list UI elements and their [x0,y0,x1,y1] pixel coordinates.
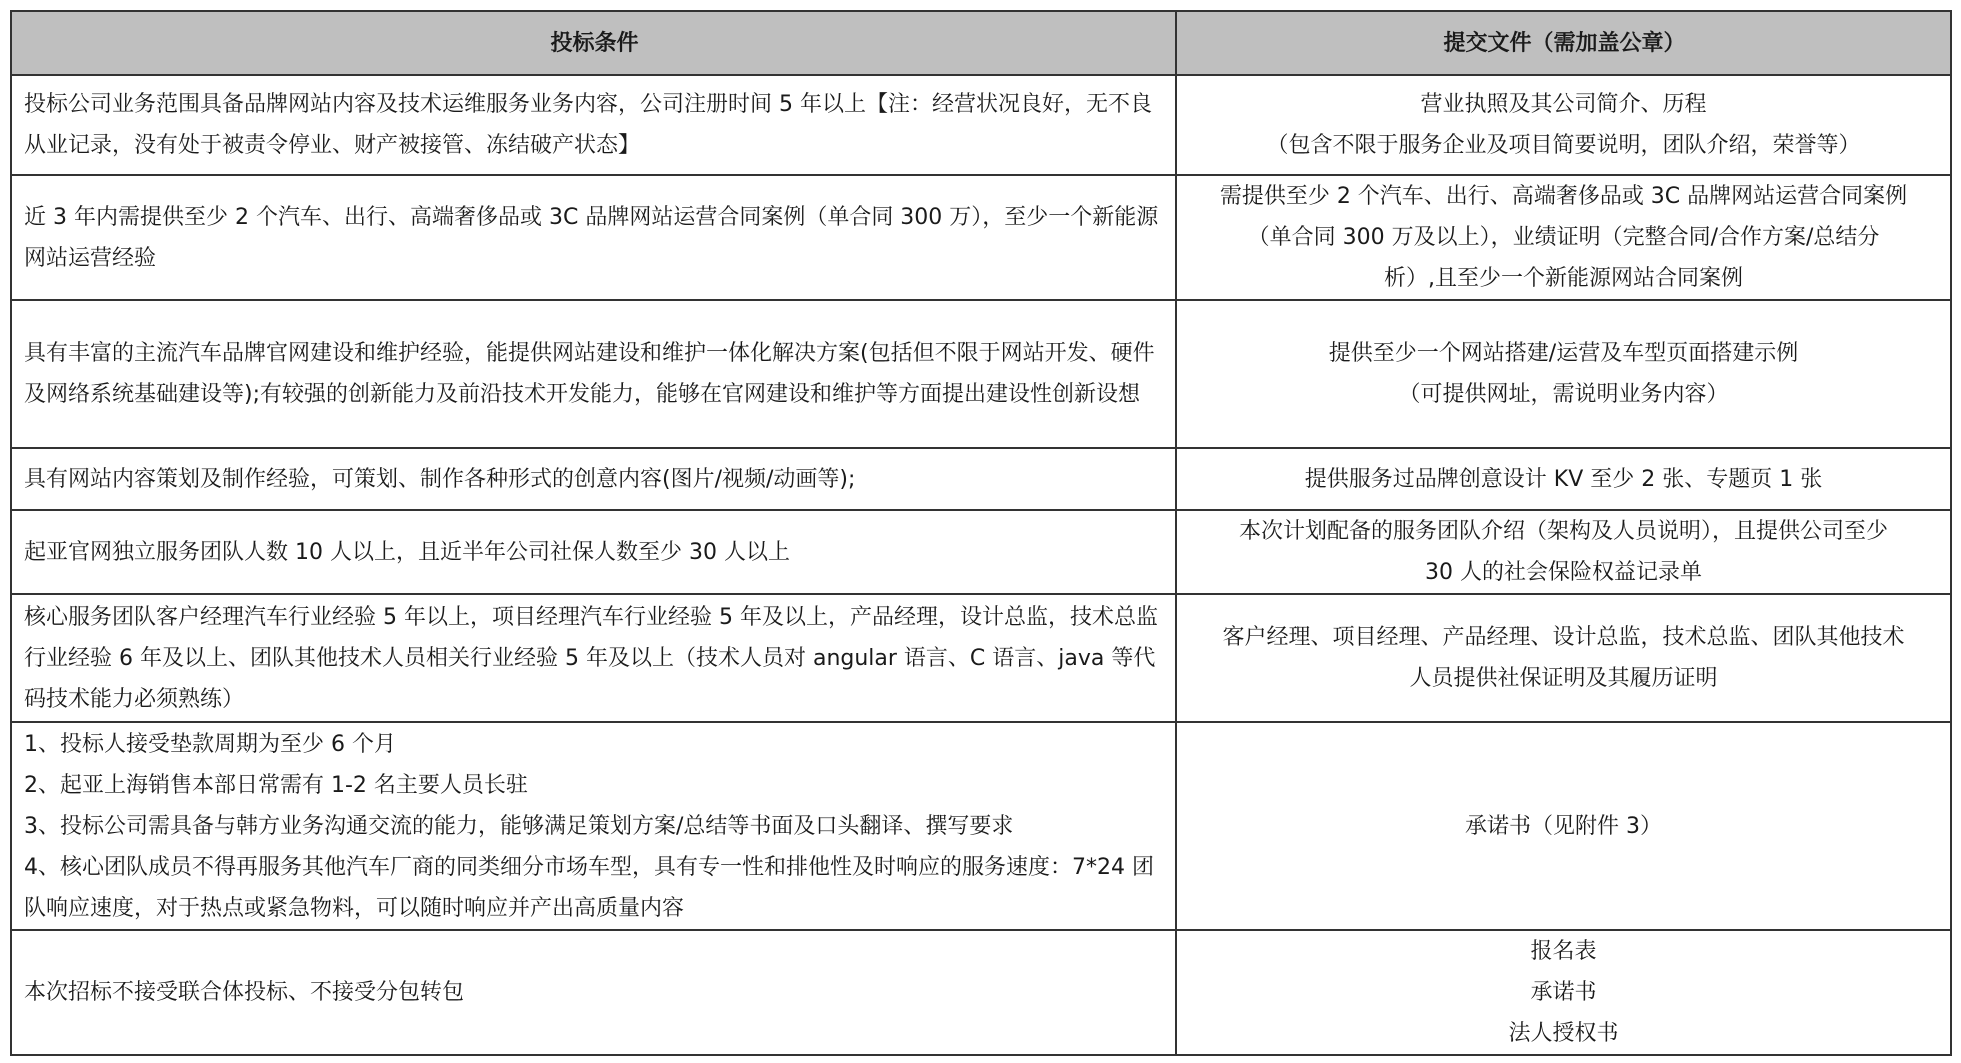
document-line: 提供服务过品牌创意设计 KV 至少 2 张、专题页 1 张 [1304,466,1823,492]
header-row [11,11,1951,75]
table-row [11,448,1951,510]
condition-item: 4、核心团队成员不得再服务其他汽车厂商的同类细分市场车型，具有专一性和排他性及时响应的服务速度：7*24 团队响应速度，对于热点或紧急物料，可以随时响应并产出高质量内容 [24,854,1154,921]
documents-cell [1176,930,1951,1055]
document-line: 需提供至少 2 个汽车、出行、高端奢侈品或 3C 品牌网站运营合同案例 [1219,184,1908,209]
document-line: 30 人的社会保险权益记录单 [1425,560,1702,585]
table-row [11,175,1951,300]
document-line: 法人授权书 [1508,1021,1619,1046]
table-row [11,594,1951,722]
documents-cell [1176,75,1951,175]
documents-cell [1176,175,1951,300]
header-condition: 投标条件 [11,11,1176,75]
table-row [11,510,1951,594]
condition-cell [11,594,1176,722]
document-line: 报名表 [1530,939,1597,964]
condition-cell [11,448,1176,510]
condition-cell [11,300,1176,448]
documents-cell [1176,448,1951,510]
condition-text: 近 3 年内需提供至少 2 个汽车、出行、高端奢侈品或 3C 品牌网站运营合同案例（单合同 300 万），至少一个新能源网站运营经验 [24,204,1159,271]
document-line: （可提供网址，需说明业务内容） [1398,382,1729,407]
condition-item: 3、投标公司需具备与韩方业务沟通交流的能力，能够满足策划方案/总结等书面及口头翻译、撰写要求 [24,813,1014,839]
header-documents: 提交文件（需加盖公章） [1176,11,1951,75]
table-row [11,722,1951,930]
condition-text: 具有丰富的主流汽车品牌官网建设和维护经验，能提供网站建设和维护一体化解决方案(包括但不限于网站开发、硬件及网络系统基础建设等);有较强的创新能力及前沿技术开发能力，能够在官网建设和维护等方面提出建设性创新设想 [24,341,1155,407]
document-line: 人员提供社保证明及其履历证明 [1409,666,1718,691]
document-line: （包含不限于服务企业及项目简要说明，团队介绍，荣誉等） [1266,133,1861,158]
condition-text: 具有网站内容策划及制作经验，可策划、制作各种形式的创意内容(图片/视频/动画等); [24,466,856,492]
table-row [11,930,1951,1055]
document-line: 本次计划配备的服务团队介绍（架构及人员说明），且提供公司至少 [1238,519,1888,544]
condition-text: 投标公司业务范围具备品牌网站内容及技术运维服务业务内容，公司注册时间 5 年以上【注：经营状况良好，无不良从业记录，没有处于被责令停业、财产被接管、冻结破产状态】 [24,92,1152,158]
document-line: 客户经理、项目经理、产品经理、设计总监，技术总监、团队其他技术 [1222,625,1905,650]
document-line: 提供至少一个网站搭建/运营及车型页面搭建示例 [1328,341,1799,366]
condition-text: 本次招标不接受联合体投标、不接受分包转包 [24,980,465,1005]
condition-cell [11,175,1176,300]
table-row [11,75,1951,175]
condition-item: 2、起亚上海销售本部日常需有 1-2 名主要人员长驻 [24,772,528,798]
document-line: 承诺书（见附件 3） [1465,813,1662,839]
condition-cell [11,930,1176,1055]
requirements-table [10,10,1952,1056]
document-line: （单合同 300 万及以上），业绩证明（完整合同/合作方案/总结分 [1247,225,1880,250]
documents-cell [1176,594,1951,722]
condition-text: 核心服务团队客户经理汽车行业经验 5 年以上，项目经理汽车行业经验 5 年及以上，产品经理，设计总监，技术总监行业经验 6 年及以上、团队其他技术人员相关行业经验 5 年及以上（技术人员对 angular 语言、C 语言、java 等代码技术能力必须熟练） [24,604,1158,712]
table-row [11,300,1951,448]
document-line: 营业执照及其公司简介、历程 [1420,92,1707,117]
condition-cell [11,75,1176,175]
documents-cell [1176,722,1951,930]
documents-cell [1176,300,1951,448]
condition-text: 起亚官网独立服务团队人数 10 人以上，且近半年公司社保人数至少 30 人以上 [24,539,790,565]
condition-item: 1、投标人接受垫款周期为至少 6 个月 [24,731,396,757]
document-line: 析）,且至少一个新能源网站合同案例 [1384,266,1743,291]
condition-cell [11,510,1176,594]
documents-cell [1176,510,1951,594]
document-line: 承诺书 [1530,980,1597,1005]
condition-cell [11,722,1176,930]
